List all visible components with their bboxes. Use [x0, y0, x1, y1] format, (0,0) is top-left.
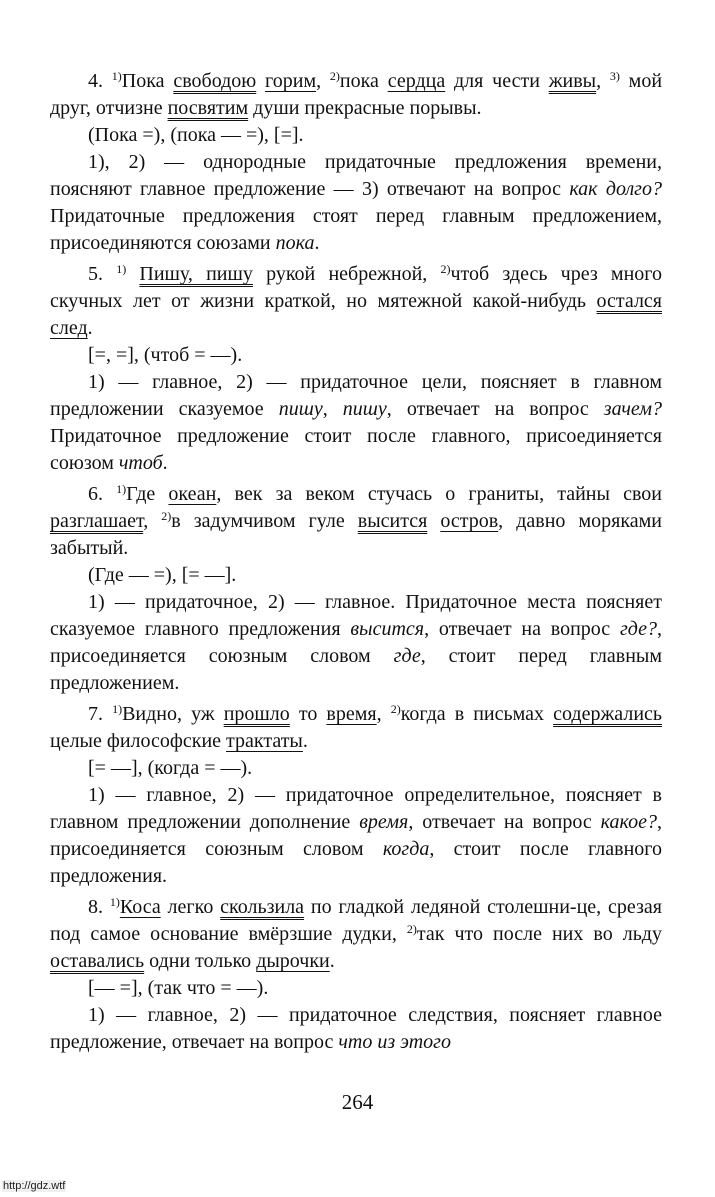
paragraph: [50, 122, 662, 149]
text-run: ,: [316, 70, 330, 92]
text-run: одни только: [144, 950, 257, 972]
predicate-underlined: посвятим: [167, 97, 249, 119]
text-run: (Где — =), [= —].: [88, 564, 237, 586]
text-run: , присоединяется союзным словом: [50, 811, 662, 860]
text-run: в задумчивом гуле: [171, 510, 358, 532]
paragraph: [50, 369, 662, 477]
text-run: ,: [322, 398, 343, 420]
italic-term: что из этого: [338, 1031, 451, 1053]
text-run: 1), 2) — однородные придаточные предложения времени, поясняют главное предложение — 3) отвечают на вопрос: [50, 151, 662, 200]
text-run: 4.: [88, 70, 112, 92]
text-run: .: [314, 232, 320, 254]
predicate-underlined: Пишу, пишу: [139, 263, 253, 285]
text-run: , век за веком стучась о граниты, тайны свои: [216, 483, 662, 505]
text-run: ,: [143, 510, 162, 532]
text-run: [126, 263, 139, 285]
text-run: Пока: [121, 70, 174, 92]
predicate-underlined: оставались: [50, 950, 145, 972]
text-run: 1) — главное, 2) — придаточное цели, поясняет в главном предложении сказуемое: [50, 371, 662, 420]
text-run: [=, =], (чтоб = —).: [88, 344, 243, 366]
italic-term: высится: [350, 618, 425, 640]
page-number: 264: [341, 1090, 374, 1114]
paragraph: [50, 589, 662, 697]
text-run: пока: [339, 70, 388, 92]
text-run: когда в письмах: [400, 703, 554, 725]
text-run: Видно, уж: [122, 703, 224, 725]
italic-term: пишу: [278, 398, 323, 420]
paragraph: [50, 975, 662, 1002]
text-run: (Пока =), (пока — =), [=].: [88, 124, 304, 146]
subject-underlined: остров: [440, 510, 499, 532]
text-run: рукой небрежной,: [252, 263, 441, 285]
italic-term: пишу: [342, 398, 387, 420]
clause-number: 2): [161, 509, 172, 523]
subject-underlined: время: [326, 703, 377, 725]
subject-underlined: трактаты: [226, 730, 303, 752]
text-run: ,: [376, 703, 391, 725]
predicate-underlined: содержались: [553, 703, 663, 725]
clause-number: 1): [112, 702, 123, 716]
text-run: [256, 70, 265, 92]
text-run: [— =], (так что = —).: [88, 977, 269, 999]
italic-term: чтоб: [118, 452, 163, 474]
paragraph: [50, 755, 662, 782]
predicate-underlined: свободою: [173, 70, 257, 92]
paragraph: [50, 782, 662, 890]
predicate-underlined: разглашает: [50, 510, 144, 532]
text-run: для чести: [445, 70, 549, 92]
text-run: по гладкой ледяной столешни-це, срезая под самое основание вмёрзшие дудки,: [50, 896, 663, 945]
text-run: 1) — главное, 2) — придаточное определительное, поясняет в главном предложении дополнение: [50, 784, 662, 833]
paragraph: [50, 149, 662, 257]
text-run: [427, 510, 440, 532]
text-run: , отвечает на вопрос: [386, 398, 604, 420]
text-run: .: [87, 317, 93, 339]
text-run: [= —], (когда = —).: [88, 757, 253, 779]
text-run: легко: [160, 896, 221, 918]
text-run: ,: [596, 70, 610, 92]
text-run: , давно моряками забытый.: [50, 510, 662, 559]
clause-number: 2): [406, 922, 417, 936]
paragraph: [50, 68, 662, 122]
italic-term: где: [393, 645, 421, 667]
paragraph: [50, 342, 662, 369]
paragraph: [50, 261, 662, 342]
italic-term: пока: [275, 232, 315, 254]
paragraph: [50, 894, 662, 975]
text-run: 8.: [88, 896, 110, 918]
clause-number: 1): [109, 895, 120, 909]
text-run: души прекрасные порывы.: [248, 97, 482, 119]
italic-term: как долго?: [569, 178, 662, 200]
subject-underlined: Коса: [119, 896, 161, 918]
italic-term: зачем?: [603, 398, 663, 420]
text-run: 6.: [88, 483, 117, 505]
text-run: Придаточные предложения стоят перед главным предложением, присоединяются союзами: [50, 205, 662, 254]
text-run: 5.: [88, 263, 117, 285]
subject-underlined: океан: [168, 483, 217, 505]
clause-number: 2): [390, 702, 401, 716]
subject-underlined: дырочки: [256, 950, 330, 972]
predicate-underlined: высится: [357, 510, 428, 532]
predicate-underlined: прошло: [223, 703, 290, 725]
predicate-underlined: остался: [596, 290, 662, 312]
clause-number: 1): [116, 262, 127, 276]
paragraph: [50, 562, 662, 589]
text-run: так что после них во льду: [416, 923, 662, 945]
clause-number: 2): [329, 69, 340, 83]
text-run: , отвечает на вопрос: [424, 618, 620, 640]
text-run: Где: [126, 483, 169, 505]
text-run: Придаточное предложение стоит после главного, присоединяется союзом: [50, 425, 662, 474]
paragraph: [50, 481, 662, 562]
subject-underlined: сердца: [387, 70, 446, 92]
paragraph: [50, 1002, 662, 1056]
text-run: чтоб здесь чрез много скучных лет от жизни краткой, но мятежной какой-нибудь: [50, 263, 662, 312]
text-run: .: [329, 950, 335, 972]
predicate-underlined: скользила: [220, 896, 305, 918]
italic-term: какое?: [600, 811, 657, 833]
page-text: [50, 68, 662, 1056]
clause-number: 3): [609, 69, 620, 83]
subject-underlined: след: [50, 317, 88, 339]
clause-number: 1): [111, 69, 122, 83]
text-run: , отвечает на вопрос: [408, 811, 601, 833]
text-run: то: [289, 703, 327, 725]
italic-term: где?: [619, 618, 658, 640]
text-run: , стоит перед главным предложением.: [50, 645, 662, 694]
text-run: 7.: [88, 703, 113, 725]
italic-term: когда: [382, 838, 430, 860]
text-run: .: [162, 452, 168, 474]
italic-term: время: [359, 811, 409, 833]
subject-underlined: горим: [265, 70, 317, 92]
text-run: 1) — придаточное, 2) — главное. Придаточное места поясняет сказуемое главного предложения: [50, 591, 662, 640]
text-run: целые философские: [50, 730, 227, 752]
clause-number: 2): [440, 262, 451, 276]
text-run: , присоединяется союзным словом: [50, 618, 663, 667]
watermark-text: http://gdz.wtf: [3, 1180, 66, 1192]
clause-number: 1): [116, 482, 127, 496]
predicate-underlined: живы: [548, 70, 597, 92]
text-run: 1) — главное, 2) — придаточное следствия, поясняет главное предложение, отвечает на вопрос: [50, 1004, 662, 1053]
text-run: , стоит после главного предложения.: [50, 838, 662, 887]
paragraph: [50, 701, 662, 755]
text-run: мой друг, отчизне: [50, 70, 663, 119]
text-run: .: [302, 730, 308, 752]
